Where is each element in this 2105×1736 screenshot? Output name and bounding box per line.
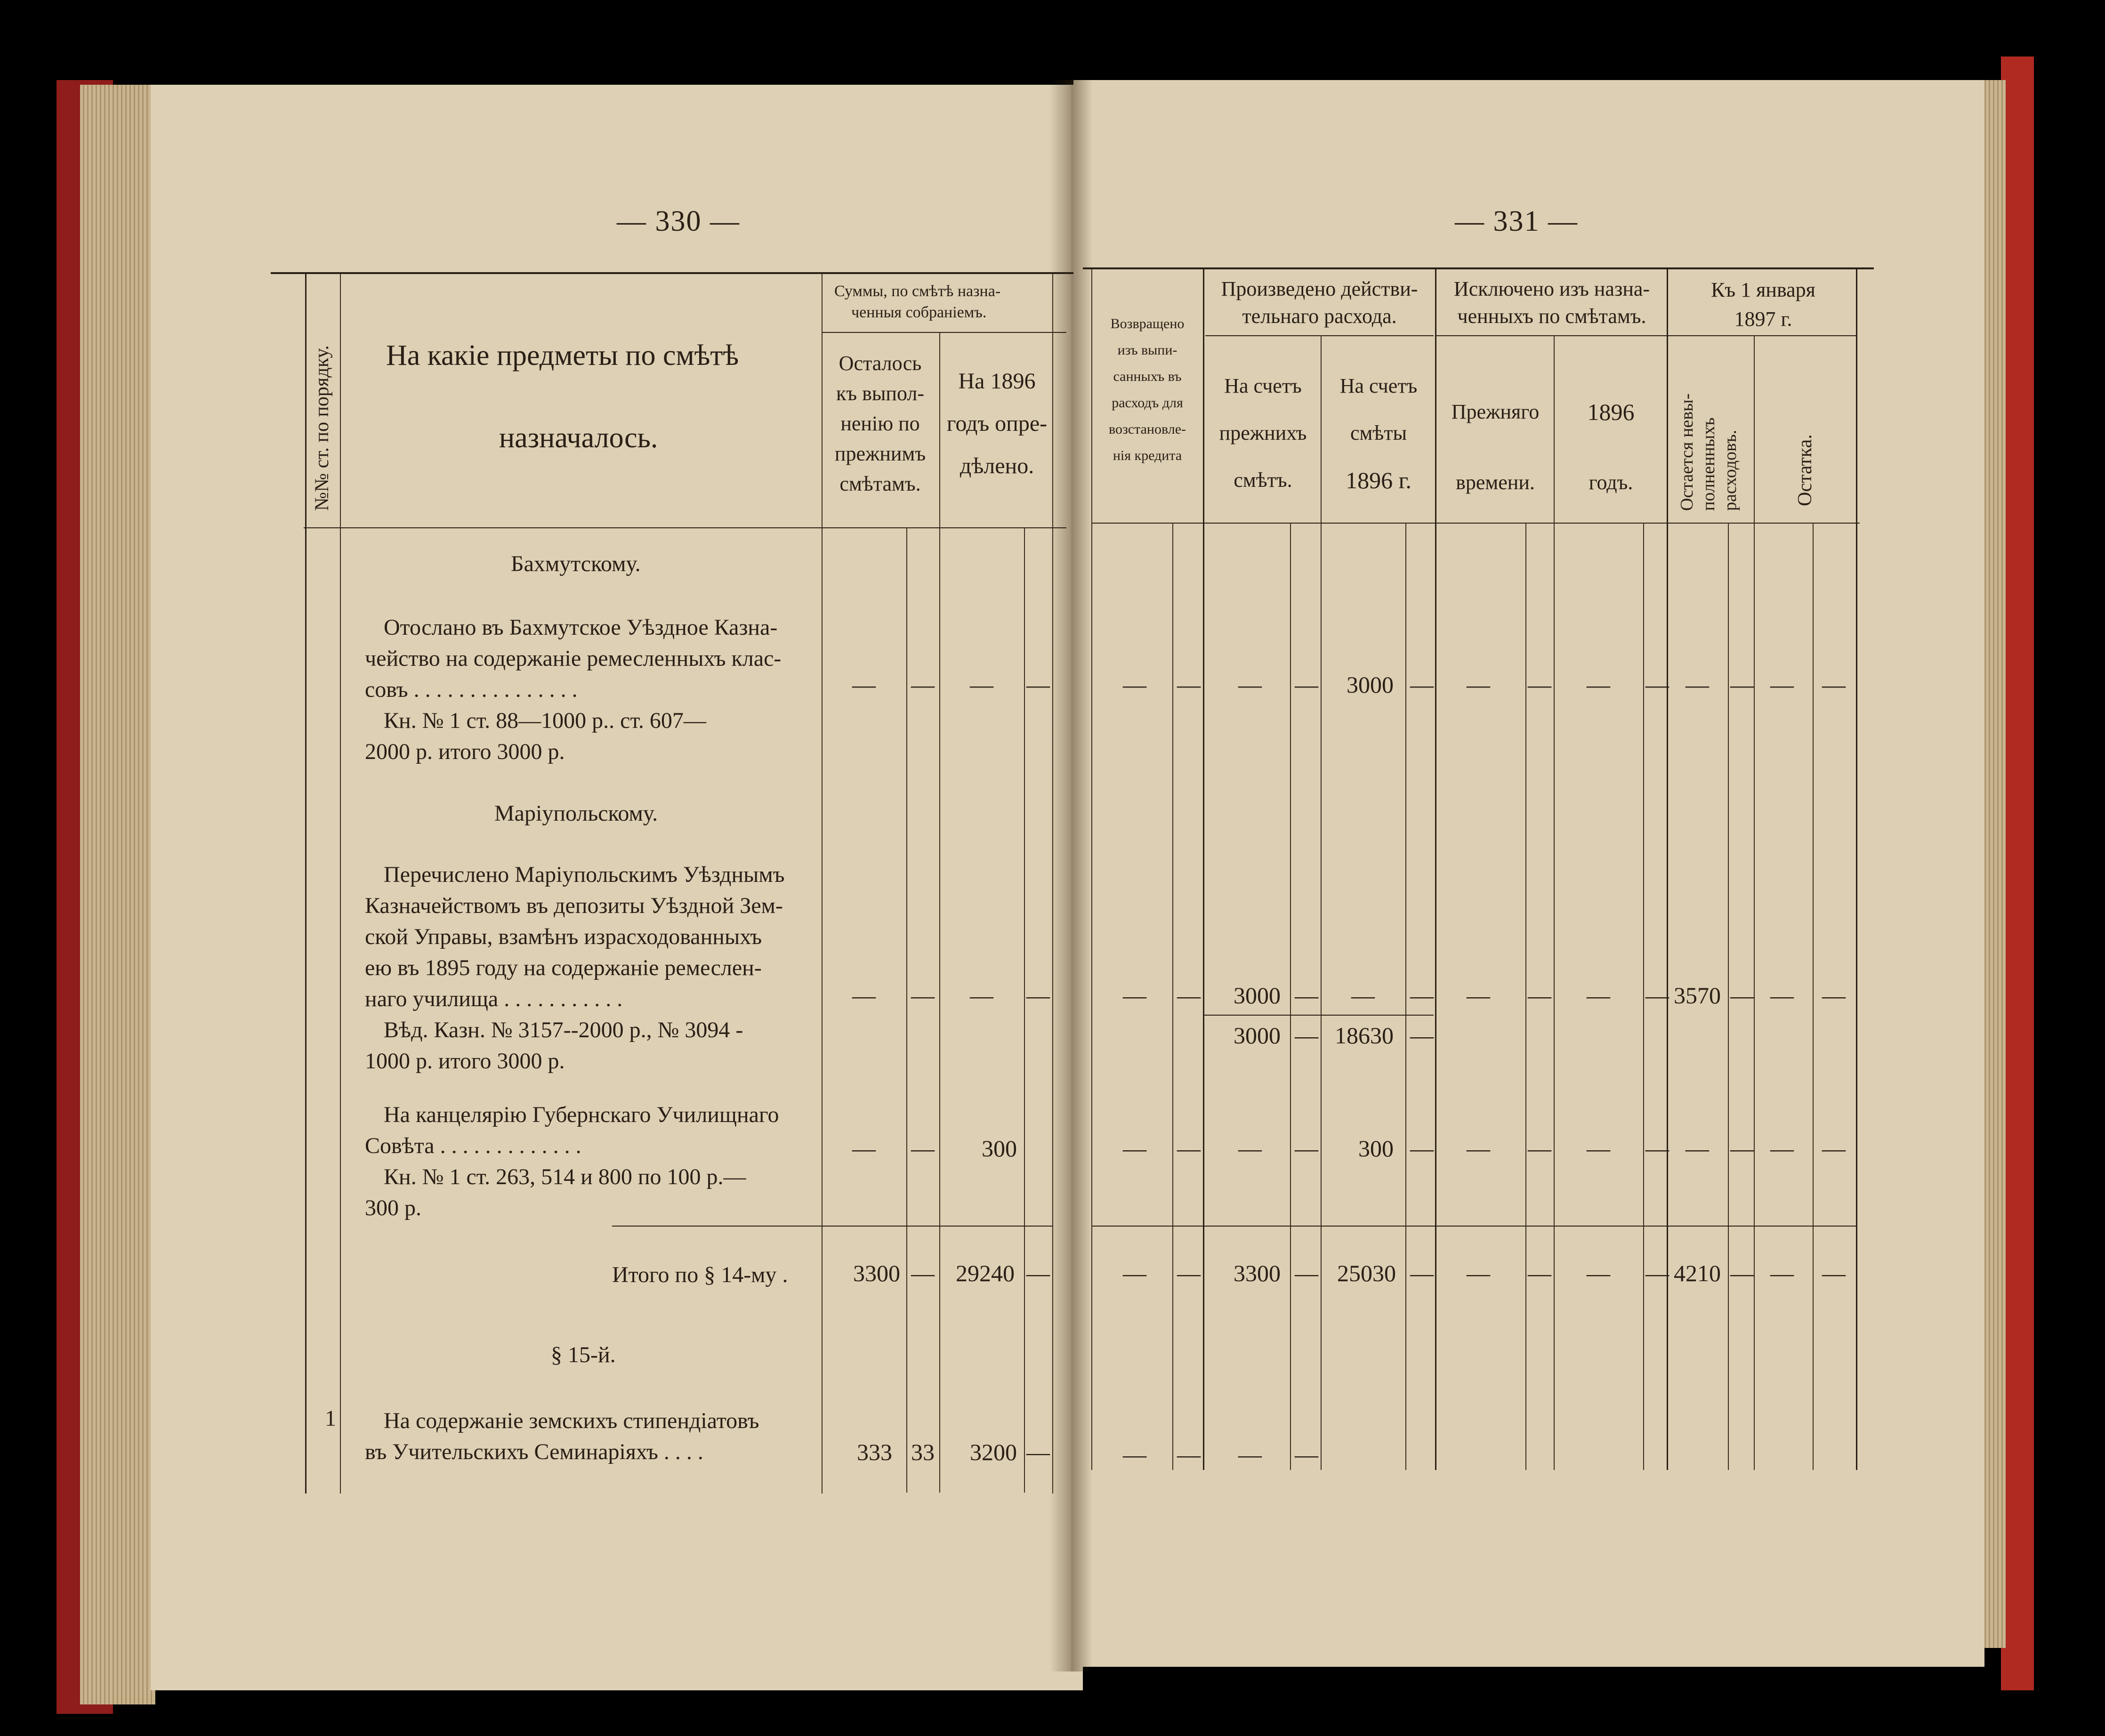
chancellery-remaining-dash: — [852, 1135, 876, 1162]
r-mariupol-1896-kop-dash: — [1410, 982, 1434, 1009]
book-gutter [1050, 80, 1092, 1671]
header-unfulfilled: Остается невы- полненныхъ расходовъ. [1677, 393, 1740, 511]
total-rule-right [1092, 1226, 1857, 1227]
col-divider-subject [822, 274, 823, 1494]
r-bakhmut-rem-dash: — [1770, 671, 1794, 698]
r-bakhmut-prev-dash: — [1238, 671, 1262, 698]
total-remaining-value: 3300 [853, 1260, 900, 1286]
page-number-right: — 331 — [1455, 205, 1578, 237]
r-col-edge [1091, 269, 1092, 1470]
r-total-returned-kop-dash: — [1177, 1260, 1201, 1286]
total-1896-value: 29240 [956, 1260, 1015, 1286]
table-top-rule-left [271, 272, 1073, 274]
header-excluded-prev: Прежняго времени. [1451, 400, 1540, 494]
header-remainder: Остатка. [1794, 434, 1816, 506]
col-divider-no [340, 274, 341, 1494]
r-subtotal-prev-kop-dash: — [1295, 1022, 1318, 1049]
header-sums-l1: Суммы, по смѣтѣ назна- [834, 283, 1001, 300]
r-mariupol-exprev-dash: — [1467, 982, 1490, 1009]
r-total-prev-kop-dash: — [1295, 1260, 1318, 1286]
r-col-unf [1754, 335, 1755, 1470]
stipend-1896-kop-dash: — [1026, 1439, 1050, 1465]
mariupol-1896-dash: — [970, 982, 993, 1009]
r-total-rem-kop-dash: — [1822, 1260, 1846, 1286]
r-col-rem-kop [1813, 523, 1814, 1470]
header-subject-line2: назначалось. [499, 422, 658, 454]
r-stipend-returned-dash: — [1123, 1441, 1146, 1468]
r-total-exprev-kop-dash: — [1528, 1260, 1551, 1286]
stipend-text: На содержаніе земскихъ стипендіатовъ въ Учительскихъ Семинаріяхъ . . . . [365, 1408, 759, 1464]
stipend-remaining-kop: 33 [911, 1439, 935, 1465]
r-mariupol-prev-value: 3000 [1234, 982, 1281, 1009]
r-total-exprev-dash: — [1467, 1260, 1490, 1286]
r-chancellery-1896-value: 300 [1358, 1135, 1394, 1162]
r-col-explev-kop [1525, 523, 1526, 1470]
col-divider-1896-kop [1024, 527, 1025, 1493]
section-bakhmut: Бахмутскому. [511, 551, 641, 576]
r-bakhmut-rem-kop-dash: — [1822, 671, 1846, 698]
chancellery-remaining-kop-dash: — [911, 1135, 935, 1162]
stipend-remaining-value: 333 [857, 1439, 892, 1465]
r-total-1896-kop-dash: — [1410, 1260, 1434, 1286]
row-number-1: 1 [325, 1406, 336, 1431]
r-chancellery-prev-dash: — [1238, 1135, 1262, 1162]
r-chancellery-exprev-dash: — [1467, 1135, 1490, 1162]
r-bakhmut-returned-kop-dash: — [1177, 671, 1201, 698]
r-col-exprev [1554, 335, 1555, 1470]
r-col-right-edge [1856, 269, 1857, 1470]
r-bakhmut-unf-kop-dash: — [1730, 671, 1754, 698]
r-chancellery-rem-kop-dash: — [1822, 1135, 1846, 1162]
r-total-1896-value: 25030 [1337, 1260, 1396, 1286]
r-stipend-prev-kop-dash: — [1295, 1441, 1318, 1468]
col-divider-remaining [939, 332, 940, 1493]
r-col-ex1896 [1667, 269, 1668, 1470]
subtotal-rule-right [1203, 1015, 1434, 1016]
r-mariupol-unf-value: 3570 [1674, 982, 1721, 1009]
spent-group-rule [1205, 335, 1434, 336]
r-col-prev [1321, 335, 1322, 1470]
bakhmut-1896-dash: — [970, 671, 993, 698]
r-chancellery-returned-kop-dash: — [1177, 1135, 1201, 1162]
stipend-1896-value: 3200 [970, 1439, 1017, 1465]
header-bottom-rule-right [1092, 523, 1860, 524]
r-total-ex1896-dash: — [1587, 1260, 1610, 1286]
header-jan-group: Къ 1 января 1897 г. [1711, 278, 1815, 331]
excluded-group-rule [1436, 335, 1667, 336]
r-bakhmut-unf-dash: — [1686, 671, 1709, 698]
r-bakhmut-1896-value: 3000 [1347, 671, 1394, 698]
r-stipend-prev-dash: — [1238, 1441, 1262, 1468]
r-col-ex1896-kop [1643, 523, 1644, 1470]
r-bakhmut-ex1896-dash: — [1587, 671, 1610, 698]
sums-group-rule [822, 332, 1066, 333]
r-mariupol-prev-kop-dash: — [1295, 982, 1318, 1009]
header-excluded-1896: 1896 годъ. [1587, 399, 1635, 494]
header-1896: На 1896 годъ опре- дѣлено. [946, 369, 1048, 478]
r-bakhmut-prev-kop-dash: — [1295, 671, 1318, 698]
r-chancellery-rem-dash: — [1770, 1135, 1794, 1162]
r-col-unf-kop [1728, 523, 1729, 1470]
r-total-prev-value: 3300 [1234, 1260, 1281, 1286]
r-col-1896-kop [1405, 523, 1406, 1470]
mariupol-remaining-kop-dash: — [911, 982, 935, 1009]
r-mariupol-ex1896-kop-dash: — [1645, 982, 1669, 1009]
bakhmut-1896-kop-dash: — [1026, 671, 1050, 698]
r-total-unf-kop-dash: — [1730, 1260, 1754, 1286]
r-chancellery-returned-dash: — [1123, 1135, 1146, 1162]
chancellery-text: На канцелярію Губернскаго Училищнаго Совѣта . . . . . . . . . . . . . Кн. № 1 ст. 263, 514 и 800 по 100 р.— 300 р. [365, 1102, 779, 1220]
r-mariupol-returned-kop-dash: — [1177, 982, 1201, 1009]
header-subject-line1: На какіе предметы по смѣтѣ [386, 339, 739, 371]
r-stipend-returned-kop-dash: — [1177, 1441, 1201, 1468]
bakhmut-text: Отослано въ Бахмутское Уѣздное Казна- чейство на содержаніе ремесленныхъ клас- совъ . . . . . . . . . . . . . . . Кн. № 1 ст. 88—1000 р.. ст. 607— 2000 р. итого 3000 р. [365, 615, 782, 764]
r-chancellery-ex1896-dash: — [1587, 1135, 1610, 1162]
book-cover-right [2001, 57, 2034, 1690]
total-rule-left-values [822, 1226, 1052, 1227]
col-divider-remaining-kop [906, 527, 907, 1493]
r-mariupol-ex1896-dash: — [1587, 982, 1610, 1009]
r-chancellery-ex1896-kop-dash: — [1645, 1135, 1669, 1162]
r-subtotal-1896-value: 18630 [1335, 1022, 1394, 1049]
r-subtotal-1896-kop-dash: — [1410, 1022, 1434, 1049]
header-remaining: Осталось къ выпол- ненію по прежнимъ смѣтамъ. [834, 352, 926, 495]
r-chancellery-unf-dash: — [1686, 1135, 1709, 1162]
header-row-number: №№ ст. по порядку. [311, 345, 333, 511]
r-bakhmut-exprev-kop-dash: — [1528, 671, 1551, 698]
left-table-edge [305, 274, 306, 1494]
r-chancellery-prev-kop-dash: — [1295, 1135, 1318, 1162]
page-stack-left [80, 85, 155, 1704]
section-mariupol: Маріупольскому. [494, 801, 658, 826]
r-mariupol-rem-dash: — [1770, 982, 1794, 1009]
page-number-left: — 330 — [617, 205, 740, 237]
jan-group-rule [1667, 335, 1857, 336]
r-chancellery-exprev-kop-dash: — [1528, 1135, 1551, 1162]
header-bottom-rule-left [304, 527, 1066, 528]
r-mariupol-1896-dash: — [1351, 982, 1375, 1009]
r-mariupol-unf-kop-dash: — [1730, 982, 1754, 1009]
section-15: § 15-й. [551, 1342, 616, 1367]
total-remaining-kop-dash: — [911, 1260, 935, 1286]
r-col-1896 [1435, 269, 1436, 1470]
header-sums-l2: ченныя собраніемъ. [851, 304, 987, 321]
r-total-rem-dash: — [1770, 1260, 1794, 1286]
r-col-returned-kop [1172, 523, 1173, 1470]
r-total-unf-value: 4210 [1674, 1260, 1721, 1286]
r-bakhmut-1896-kop-dash: — [1410, 671, 1434, 698]
total-1896-kop-dash: — [1026, 1260, 1050, 1286]
r-total-returned-dash: — [1123, 1260, 1146, 1286]
r-mariupol-exprev-kop-dash: — [1528, 982, 1551, 1009]
total-label-left: Итого по § 14-му . [612, 1262, 788, 1287]
r-total-ex1896-kop-dash: — [1645, 1260, 1669, 1286]
r-bakhmut-returned-dash: — [1123, 671, 1146, 698]
mariupol-remaining-dash: — [852, 982, 876, 1009]
header-excluded-group: Исключено изъ назна- ченныхъ по смѣтамъ. [1453, 277, 1650, 328]
r-chancellery-unf-kop-dash: — [1730, 1135, 1754, 1162]
r-subtotal-prev-value: 3000 [1234, 1022, 1281, 1049]
r-mariupol-returned-dash: — [1123, 982, 1146, 1009]
col-divider-right-left [1052, 274, 1053, 1494]
r-col-returned [1203, 269, 1204, 1470]
header-returned: Возвращено изъ выпи- санныхъ въ расходъ для возстановле- нія кредита [1108, 316, 1186, 463]
bakhmut-remaining-dash: — [852, 671, 876, 698]
header-spent-group: Произведено действи- тельнаго расхода. [1221, 277, 1418, 328]
header-spent-1896: На счетъ смѣты 1896 г. [1339, 374, 1418, 493]
chancellery-1896-value: 300 [982, 1135, 1017, 1162]
r-col-prev-kop [1290, 523, 1291, 1470]
r-chancellery-1896-kop-dash: — [1410, 1135, 1434, 1162]
bakhmut-remaining-kop-dash: — [911, 671, 935, 698]
r-bakhmut-exprev-dash: — [1467, 671, 1490, 698]
header-spent-prev: На счетъ прежнихъ смѣтъ. [1219, 374, 1307, 492]
total-rule-left-text [612, 1226, 822, 1227]
mariupol-1896-kop-dash: — [1026, 982, 1050, 1009]
r-mariupol-rem-kop-dash: — [1822, 982, 1846, 1009]
table-top-rule-right [1083, 267, 1874, 269]
mariupol-text: Перечислено Маріупольскимъ Уѣзднымъ Казначействомъ въ депозиты Уѣздной Зем- ской Управы, взамѣнъ израсходованныхъ ею въ 1895 году на содержаніе ремеслен- наго училища . . . . . . . . . . . Вѣд. Казн. № 3157--2000 р., № 3094 - 1000 р. итого 3000 р. [365, 862, 785, 1074]
r-bakhmut-ex1896-kop-dash: — [1645, 671, 1669, 698]
